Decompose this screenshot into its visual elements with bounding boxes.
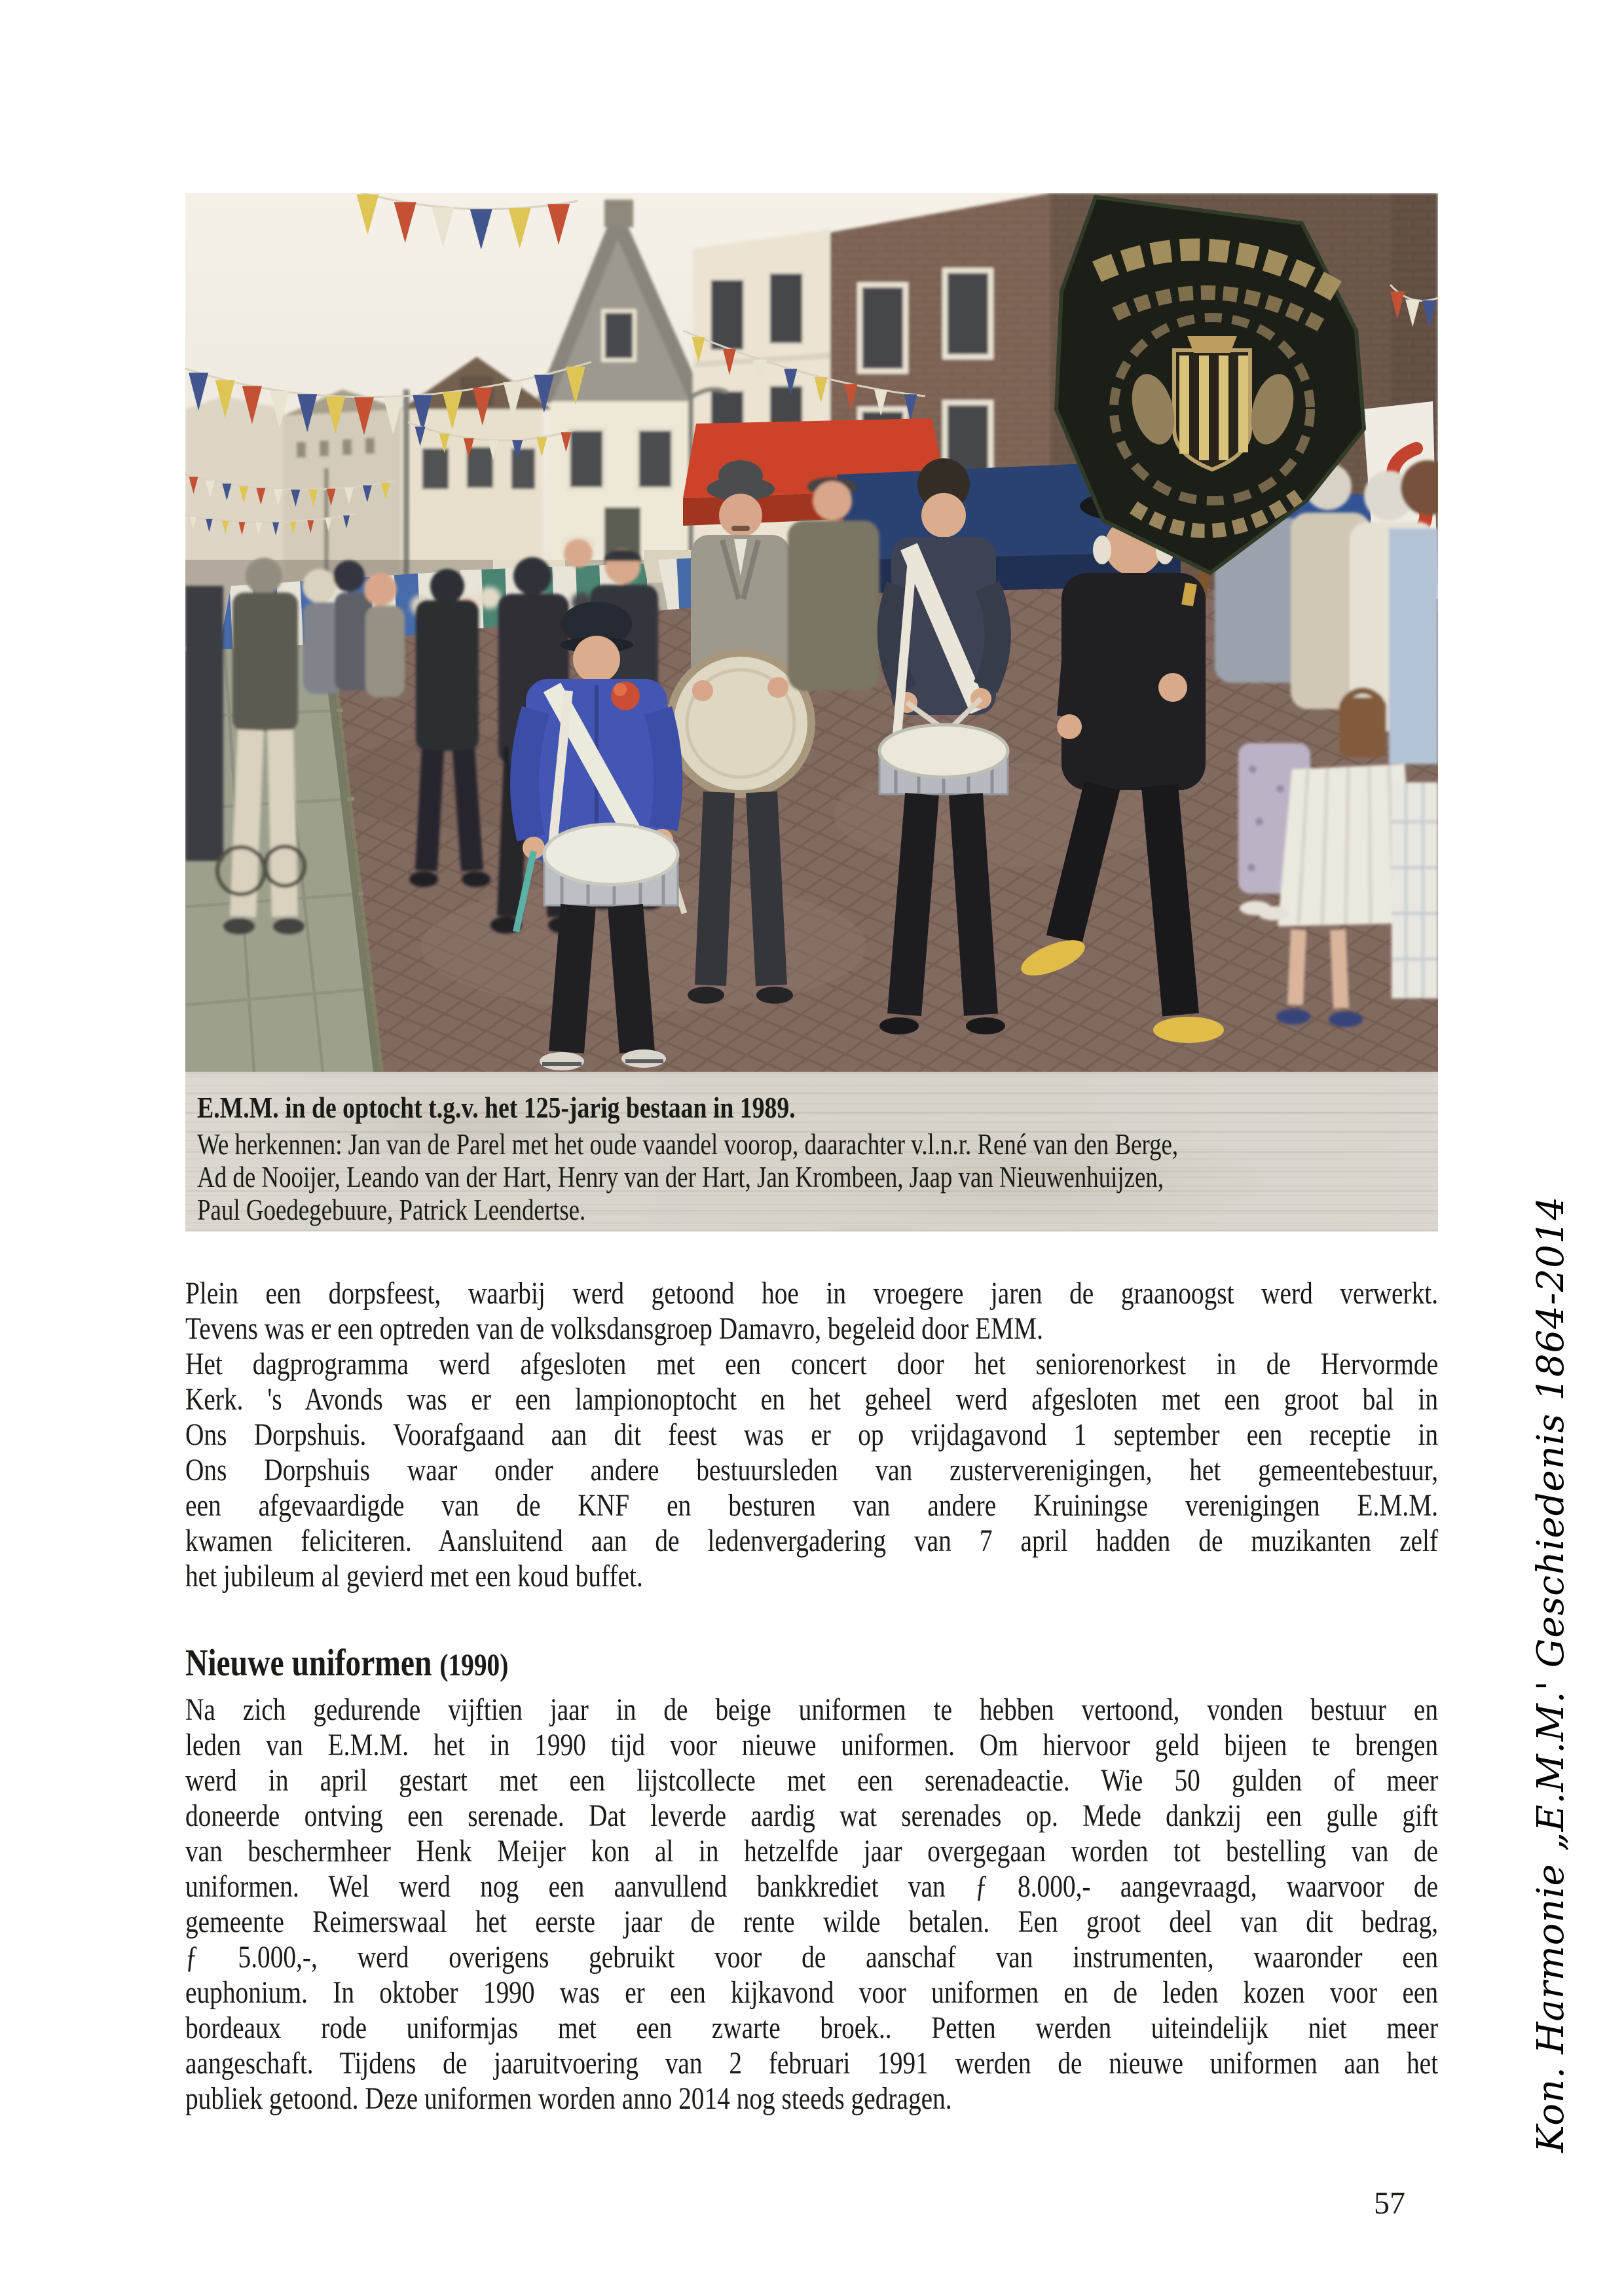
text-line: uniformen. Wel werd nog een aanvullend bankkrediet van ƒ 8.000,- aangevraagd, waarvoor de bbox=[185, 1869, 1439, 1904]
caption-text bbox=[197, 1128, 1450, 1226]
text-line: Kerk. 's Avonds was er een lampionoptocht en het geheel werd afgesloten met een groot bal in bbox=[185, 1382, 1439, 1417]
text-line: Paul Goedegebuure, Patrick Leendertse. bbox=[197, 1194, 586, 1226]
text-line: We herkennen: Jan van de Parel met het oude vaandel voorop, daarachter v.l.n.r. René van den Berge, bbox=[197, 1128, 1179, 1161]
sidebar-spine-title: Kon. Harmonie „E.M.M.' Geschiedenis 1864-2014 bbox=[1530, 1195, 1572, 2153]
text-line: doneerde ontving een serenade. Dat leverde aardig wat serenades op. Mede dankzij een gulle gift bbox=[185, 1798, 1439, 1833]
photo-caption-panel bbox=[185, 1072, 1438, 1231]
text-line: ƒ 5.000,-, werd overigens gebruikt voor de aanschaf van instrumenten, waaronder een bbox=[185, 1940, 1439, 1975]
text-line: Het dagprogramma werd afgesloten met een concert door het seniorenorkest in de Hervormde bbox=[185, 1347, 1439, 1381]
text-line: Plein een dorpsfeest, waarbij werd getoond hoe in vroegere jaren de graanoogst werd verwerkt. bbox=[185, 1276, 1439, 1311]
text-line: werd in april gestart met een lijstcollecte met een serenadeactie. Wie 50 gulden of meer bbox=[185, 1763, 1439, 1798]
section-heading bbox=[185, 1640, 1438, 1688]
section-paragraph bbox=[185, 1692, 1438, 2117]
text-line: Ons Dorpshuis. Voorafgaand aan dit feest was er op vrijdagavond 1 september een receptie in bbox=[185, 1417, 1439, 1452]
page-number: 57 bbox=[1374, 2186, 1405, 2221]
photo-tint bbox=[185, 193, 1438, 1072]
text-line: euphonium. In oktober 1990 was er een kijkavond voor uniformen en de leden kozen voor een bbox=[185, 1975, 1439, 2010]
text-line: kwamen feliciteren. Aansluitend aan de ledenvergadering van 7 april hadden de muzikanten zelf bbox=[185, 1523, 1439, 1558]
text-line: Tevens was er een optreden van de volksdansgroep Damavro, begeleid door EMM. bbox=[185, 1311, 1043, 1346]
parade-photo bbox=[185, 193, 1438, 1072]
text-line: publiek getoond. Deze uniformen worden anno 2014 nog steeds gedragen. bbox=[185, 2081, 952, 2116]
text-line: Na zich gedurende vijftien jaar in de beige uniformen te hebben vertoond, vonden bestuur en bbox=[185, 1692, 1439, 1727]
text-line: aangeschaft. Tijdens de jaaruitvoering van 2 februari 1991 werden de nieuwe uniformen aan het bbox=[185, 2046, 1439, 2081]
text-line: bordeaux rode uniformjas met een zwarte broek.. Petten werden uiteindelijk niet meer bbox=[185, 2011, 1439, 2045]
section-heading-year: (1990) bbox=[439, 1648, 509, 1683]
caption-title: E.M.M. in de optocht t.g.v. het 125-jarig bestaan in 1989. bbox=[197, 1091, 796, 1124]
text-line: Ons Dorpshuis waar onder andere bestuursleden van zusterverenigingen, het gemeentebestuur, bbox=[185, 1453, 1439, 1487]
text-line: gemeente Reimerswaal het eerste jaar de rente wilde betalen. Een groot deel van dit bedrag, bbox=[185, 1904, 1439, 1939]
text-line: leden van E.M.M. het in 1990 tijd voor nieuwe uniformen. Om hiervoor geld bijeen te brengen bbox=[185, 1728, 1439, 1762]
text-line: van beschermheer Henk Meijer kon al in hetzelfde jaar overgegaan worden tot bestelling van de bbox=[185, 1834, 1439, 1868]
text-line: Ad de Nooijer, Leando van der Hart, Henry van der Hart, Jan Krombeen, Jaap van Nieuwenhuijzen, bbox=[197, 1161, 1164, 1194]
text-line: het jubileum al gevierd met een koud buffet. bbox=[185, 1559, 643, 1594]
section-nieuwe-uniformen bbox=[185, 1640, 1438, 2117]
text-line: een afgevaardigde van de KNF en besturen van andere Kruiningse verenigingen E.M.M. bbox=[185, 1488, 1439, 1523]
intro-paragraph bbox=[185, 1276, 1438, 1594]
section-heading-title: Nieuwe uniformen bbox=[185, 1641, 432, 1684]
parade-photo-illustration bbox=[185, 193, 1438, 1072]
